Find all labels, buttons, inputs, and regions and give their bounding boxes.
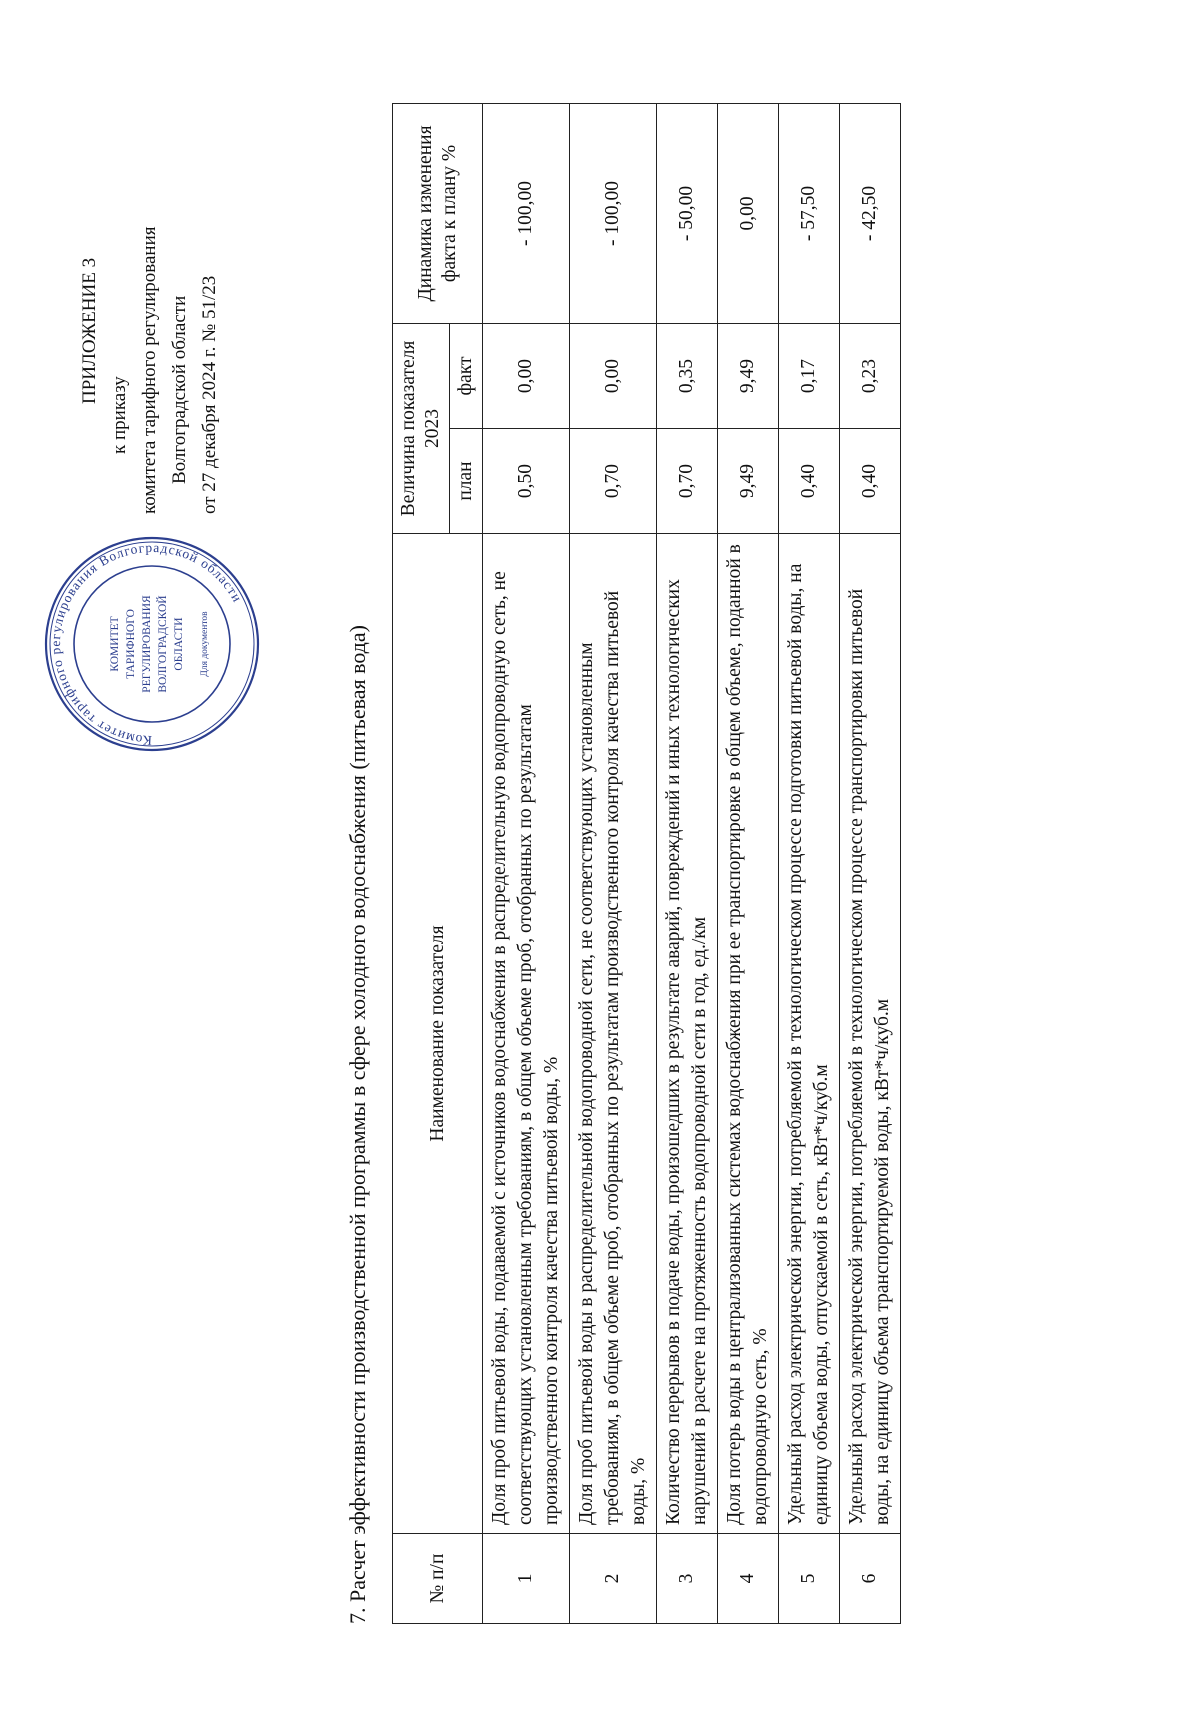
- efficiency-table-wrapper: [392, 104, 901, 1624]
- row-num: 4: [718, 1534, 779, 1624]
- stamp-line-4: ВОЛГОГРАДСКОЙ: [157, 595, 169, 693]
- row-fact: 0,17: [779, 323, 840, 428]
- appendix-line-region: Волгоградской области: [169, 295, 190, 484]
- row-num: 6: [840, 1534, 901, 1624]
- row-num: 1: [483, 1534, 570, 1624]
- stamp-line-1: КОМИТЕТ: [109, 616, 121, 672]
- header-name: Наименование показателя: [393, 534, 483, 1534]
- row-fact: 0,23: [840, 323, 901, 428]
- row-dynamics: - 50,00: [657, 103, 718, 323]
- header-plan: план: [450, 429, 483, 534]
- header-fact: факт: [450, 323, 483, 428]
- efficiency-table: [392, 103, 901, 1624]
- row-plan: 0,70: [570, 429, 657, 534]
- row-dynamics: - 57,50: [779, 103, 840, 323]
- stamp-line-2: ТАРИФНОГО: [125, 609, 137, 679]
- official-seal-stamp: [42, 534, 262, 754]
- table-row: [483, 103, 570, 1623]
- stamp-line-3: РЕГУЛИРОВАНИЯ: [141, 595, 153, 693]
- row-fact: 0,35: [657, 323, 718, 428]
- table-row: [840, 103, 901, 1623]
- header-value-group: Величина показателя 2023: [393, 323, 450, 533]
- row-fact: 9,49: [718, 323, 779, 428]
- stamp-small-text: Для документов: [200, 611, 210, 677]
- row-plan: 0,70: [657, 429, 718, 534]
- row-dynamics: - 100,00: [483, 103, 570, 323]
- row-name: Удельный расход электрической энергии, потребляемой в технологическом процессе транспортировки питьевой воды, на единицу объема транспортируемой воды, кВт*ч/куб.м: [840, 534, 901, 1534]
- section-title: 7. Расчет эффективности производственной программы в сфере холодного водоснабжения (питьевая вода): [345, 625, 370, 1624]
- table-row: [657, 103, 718, 1623]
- row-dynamics: - 42,50: [840, 103, 901, 323]
- row-dynamics: 0,00: [718, 103, 779, 323]
- row-plan: 0,40: [840, 429, 901, 534]
- row-dynamics: - 100,00: [570, 103, 657, 323]
- row-num: 5: [779, 1534, 840, 1624]
- appendix-title: ПРИЛОЖЕНИЕ 3: [79, 257, 100, 404]
- row-plan: 9,49: [718, 429, 779, 534]
- header-num: № п/п: [393, 1534, 483, 1624]
- table-row: [570, 103, 657, 1623]
- row-name: Доля потерь воды в централизованных системах водоснабжения при ее транспортировке в общем объеме, поданной в водопроводную сеть, %: [718, 534, 779, 1534]
- appendix-line-date: от 27 декабря 2024 г. № 51/23: [199, 275, 220, 514]
- row-name: Доля проб питьевой воды в распределительной водопроводной сети, не соответствующих установленным требованиям, в общем объеме проб, отобранных по результатам производственного контроля качества питьевой воды, %: [570, 534, 657, 1534]
- row-num: 2: [570, 1534, 657, 1624]
- header-dynamics: Динамика изменения факта к плану %: [393, 103, 483, 323]
- table-row: [779, 103, 840, 1623]
- row-name: Удельный расход электрической энергии, потребляемой в технологическом процессе подготовки питьевой воды, на единицу объема воды, отпускаемой в сеть, кВт*ч/куб.м: [779, 534, 840, 1534]
- appendix-line-committee: комитета тарифного регулирования: [139, 226, 160, 514]
- row-name: Доля проб питьевой воды, подаваемой с источников водоснабжения в распределительную водопроводную сеть, не соответствующих установленным требованиям, в общем объеме проб, отобранных по результатам производственного контроля качества питьевой воды, %: [483, 534, 570, 1534]
- row-plan: 0,50: [483, 429, 570, 534]
- row-plan: 0,40: [779, 429, 840, 534]
- stamp-line-5: ОБЛАСТИ: [173, 617, 185, 671]
- row-fact: 0,00: [570, 323, 657, 428]
- row-num: 3: [657, 1534, 718, 1624]
- row-fact: 0,00: [483, 323, 570, 428]
- row-name: Количество перерывов в подаче воды, произошедших в результате аварий, повреждений и иных технологических нарушений в расчете на протяженность водопроводной сети в год, ед./км: [657, 534, 718, 1534]
- appendix-header: [75, 44, 225, 514]
- appendix-line-order: к приказу: [109, 376, 130, 454]
- stamp-ring-text: Комитет тарифного регулирования Волгоградской области: [47, 539, 246, 749]
- table-row: [718, 103, 779, 1623]
